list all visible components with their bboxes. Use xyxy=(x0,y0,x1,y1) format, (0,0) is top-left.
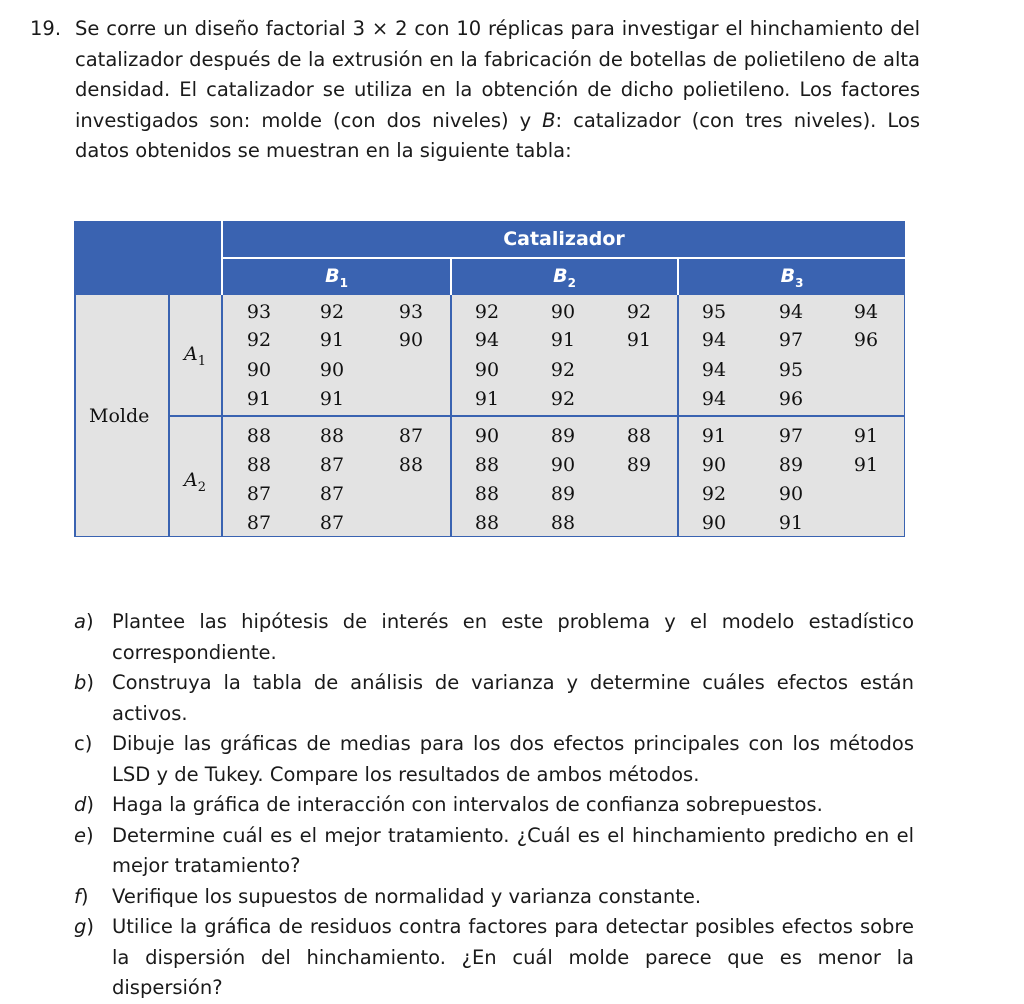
cell-a2-b3-r3-c2: 90 xyxy=(778,483,804,505)
cell-a1-b2-r1-c2: 90 xyxy=(550,301,576,323)
cell-a2-b2-r4-c1: 88 xyxy=(474,512,500,534)
cell-a1-b2-r1-c1: 92 xyxy=(474,301,500,323)
cell-a2-b2-r4-c2: 88 xyxy=(550,512,576,534)
cell-a2-b3-r2-c3: 91 xyxy=(853,454,879,476)
cell-a2-b2-r2-c2: 90 xyxy=(550,454,576,476)
cell-a2-b3-r1-c3: 91 xyxy=(853,425,879,447)
cell-a2-b1-r2-c3: 88 xyxy=(398,454,424,476)
cell-a1-b3-r2-c2: 97 xyxy=(778,329,804,351)
question-b: b) Construya la tabla de análisis de varianza y determine cuáles efectos están activos. xyxy=(74,671,914,725)
cell-a1-b2-r3-c1: 90 xyxy=(474,359,500,381)
cell-a2-b2-r2-c3: 89 xyxy=(626,454,652,476)
cell-a1-b1-r4-c1: 91 xyxy=(246,388,272,410)
cell-a2-b2-r1-c3: 88 xyxy=(626,425,652,447)
cell-a2-b3-r4-c1: 90 xyxy=(701,512,727,534)
cell-a2-b2-r1-c1: 90 xyxy=(474,425,500,447)
b1-header: $B_1$ xyxy=(325,265,348,290)
cell-a1-b3-r1-c3: 94 xyxy=(853,301,879,323)
question-g: g) Utilice la gráfica de residuos contra factores para detectar posibles efectos sobre la dispersión del hinchamiento. ¿En cuál molde parece que es menor la dispersión? xyxy=(74,915,914,999)
cell-a1-b1-r1-c3: 93 xyxy=(398,301,424,323)
cell-a2-b1-r1-c2: 88 xyxy=(319,425,345,447)
cell-a1-b3-r1-c1: 95 xyxy=(701,301,727,323)
cell-a2-b1-r2-c2: 87 xyxy=(319,454,345,476)
a2-label: $A_2$ xyxy=(184,469,207,495)
data-table xyxy=(74,221,905,537)
problem-statement xyxy=(75,14,920,167)
cell-a1-b2-r2-c3: 91 xyxy=(626,329,652,351)
cell-a2-b3-r3-c1: 92 xyxy=(701,483,727,505)
cell-a2-b2-r2-c1: 88 xyxy=(474,454,500,476)
problem-number: 19. xyxy=(30,17,62,40)
cell-a1-b2-r3-c2: 92 xyxy=(550,359,576,381)
question-f: f) Verifique los supuestos de normalidad y varianza constante. xyxy=(74,884,702,908)
cell-a1-b2-r4-c1: 91 xyxy=(474,388,500,410)
cell-a2-b3-r1-c1: 91 xyxy=(701,425,727,447)
cell-a1-b3-r3-c2: 95 xyxy=(778,359,804,381)
cell-a1-b3-r4-c2: 96 xyxy=(778,388,804,410)
cell-a2-b3-r2-c1: 90 xyxy=(701,454,727,476)
cell-a1-b2-r4-c2: 92 xyxy=(550,388,576,410)
statement-part-2: : catalizador (con tres niveles). Los datos obtenidos se muestran en la siguiente tabla: xyxy=(75,108,920,162)
cell-a2-b1-r1-c3: 87 xyxy=(398,425,424,447)
cell-a1-b3-r4-c1: 94 xyxy=(701,388,727,410)
cell-a2-b3-r2-c2: 89 xyxy=(778,454,804,476)
cell-a1-b1-r2-c2: 91 xyxy=(319,329,345,351)
cell-a1-b1-r3-c2: 90 xyxy=(319,359,345,381)
cell-a1-b1-r1-c1: 93 xyxy=(246,301,272,323)
cell-a1-b3-r2-c1: 94 xyxy=(701,329,727,351)
catalyst-header: Catalizador xyxy=(503,228,625,250)
cell-a2-b2-r1-c2: 89 xyxy=(550,425,576,447)
cell-a2-b3-r1-c2: 97 xyxy=(778,425,804,447)
cell-a2-b1-r4-c1: 87 xyxy=(246,512,272,534)
cell-a1-b1-r3-c1: 90 xyxy=(246,359,272,381)
question-e: e) Determine cuál es el mejor tratamiento. ¿Cuál es el hinchamiento predicho en el mejor tratamiento? xyxy=(74,823,914,877)
cell-a1-b1-r2-c3: 90 xyxy=(398,329,424,351)
cell-a1-b2-r1-c3: 92 xyxy=(626,301,652,323)
cell-a2-b1-r3-c2: 87 xyxy=(319,483,345,505)
cell-a2-b1-r1-c1: 88 xyxy=(246,425,272,447)
question-list xyxy=(74,607,914,1004)
molde-label: Molde xyxy=(89,405,150,427)
cell-a1-b3-r1-c2: 94 xyxy=(778,301,804,323)
cell-a2-b2-r3-c1: 88 xyxy=(474,483,500,505)
cell-a2-b1-r2-c1: 88 xyxy=(246,454,272,476)
b2-header: $B_2$ xyxy=(553,265,576,290)
factor-b-symbol: B xyxy=(542,108,556,132)
cell-a2-b1-r4-c2: 87 xyxy=(319,512,345,534)
cell-a1-b2-r2-c1: 94 xyxy=(474,329,500,351)
cell-a1-b1-r1-c2: 92 xyxy=(319,301,345,323)
a1-label: $A_1$ xyxy=(184,343,207,369)
cell-a2-b3-r4-c2: 91 xyxy=(778,512,804,534)
b3-header: $B_3$ xyxy=(780,265,804,290)
question-a: a) Plantee las hipótesis de interés en este problema y el modelo estadístico correspondiente. xyxy=(74,610,914,664)
cell-a1-b3-r2-c3: 96 xyxy=(853,329,879,351)
question-d: d) Haga la gráfica de interacción con intervalos de confianza sobrepuestos. xyxy=(74,793,823,816)
statement-part-1: Se corre un diseño factorial 3 × 2 con 10 réplicas para investigar el hinchamiento del catalizador después de la extrusión en la fabricación de botellas de polietileno de alta densidad. El catalizador se utiliza en la obtención de dicho polietileno. Los factores investigados son: molde (con dos niveles) y xyxy=(75,17,920,132)
cell-a2-b2-r3-c2: 89 xyxy=(550,483,576,505)
cell-a1-b2-r2-c2: 91 xyxy=(550,329,576,351)
cell-a1-b1-r4-c2: 91 xyxy=(319,388,345,410)
cell-a2-b1-r3-c1: 87 xyxy=(246,483,272,505)
cell-a1-b1-r2-c1: 92 xyxy=(246,329,272,351)
cell-a1-b3-r3-c1: 94 xyxy=(701,359,727,381)
question-c: c) Dibuje las gráficas de medias para los dos efectos principales con los métodos LSD y de Tukey. Compare los resultados de ambos métodos. xyxy=(74,732,914,786)
